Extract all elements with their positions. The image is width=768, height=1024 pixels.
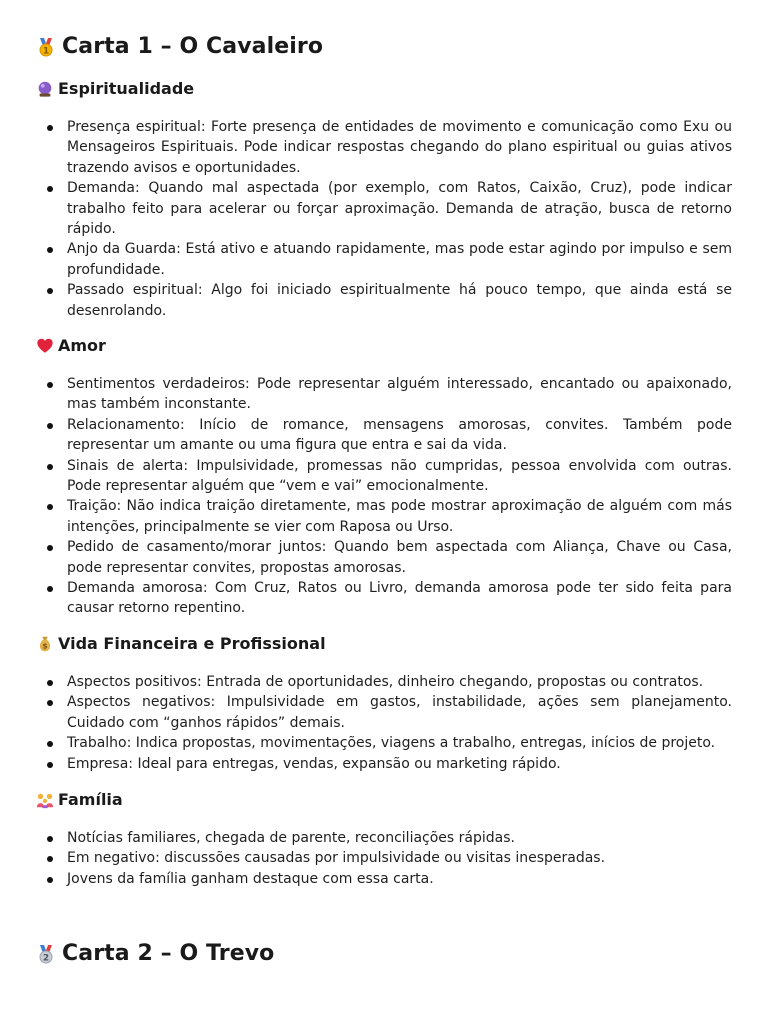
list-item: Traição: Não indica traição diretamente, mas pode mostrar aproximação de alguém com más intenções, principalmente se vier com Raposa ou Urso. — [36, 496, 732, 537]
espiritualidade-list — [36, 117, 732, 321]
list-item: Em negativo: discussões causadas por impulsividade ou visitas inesperadas. — [36, 848, 732, 868]
family-icon — [36, 791, 54, 809]
list-item: Jovens da família ganham destaque com essa carta. — [36, 869, 732, 889]
list-item: Notícias familiares, chegada de parente, reconciliações rápidas. — [36, 828, 732, 848]
svg-text:1: 1 — [42, 46, 50, 56]
list-item: Demanda amorosa: Com Cruz, Ratos ou Livro, demanda amorosa pode ter sido feita para causar retorno repentino. — [36, 578, 732, 619]
card-2-title — [36, 941, 274, 966]
list-item: Demanda: Quando mal aspectada (por exemplo, com Ratos, Caixão, Cruz), pode indicar trabalho feito para acelerar ou forçar aproximação. Demanda de atração, busca de retorno rápido. — [36, 178, 732, 239]
list-item: Anjo da Guarda: Está ativo e atuando rapidamente, mas pode estar agindo por impulso e sem profundidade. — [36, 239, 732, 280]
list-item: Presença espiritual: Forte presença de entidades de movimento e comunicação como Exu ou Mensageiros Espirituais. Pode indicar respostas chegando do plano espiritual ou guias ativos trazendo avisos e oportunidades. — [36, 117, 732, 178]
list-item: Empresa: Ideal para entregas, vendas, expansão ou marketing rápido. — [36, 754, 732, 774]
section-amor-heading — [36, 336, 106, 355]
svg-text:2: 2 — [42, 953, 50, 963]
list-item: Sinais de alerta: Impulsividade, promessas não cumpridas, pessoa envolvida com outras. Pode representar alguém que “vem e vai” emocionalmente. — [36, 456, 732, 497]
list-item: Relacionamento: Início de romance, mensagens amorosas, convites. Também pode representar um amante ou uma figura que entra e sai da vida. — [36, 415, 732, 456]
crystal-ball-icon — [36, 80, 54, 98]
list-item: Sentimentos verdadeiros: Pode representar alguém interessado, encantado ou apaixonado, mas também inconstante. — [36, 374, 732, 415]
card-title-text: Carta 2 – O Trevo — [62, 941, 275, 966]
gold-medal-1-icon — [36, 37, 56, 57]
section-title: Vida Financeira e Profissional — [58, 634, 326, 653]
familia-list — [36, 828, 732, 889]
list-item: Aspectos negativos: Impulsividade em gastos, instabilidade, ações sem planejamento. Cuidado com “ganhos rápidos” demais. — [36, 692, 732, 733]
section-financeira-heading — [36, 634, 326, 653]
red-heart-icon — [36, 337, 54, 355]
list-item: Passado espiritual: Algo foi iniciado espiritualmente há pouco tempo, que ainda está se desenrolando. — [36, 280, 732, 321]
section-title: Amor — [58, 336, 106, 355]
list-item: Aspectos positivos: Entrada de oportunidades, dinheiro chegando, propostas ou contratos. — [36, 672, 732, 692]
section-title: Família — [58, 790, 123, 809]
silver-medal-2-icon — [36, 944, 56, 964]
section-espiritualidade-heading — [36, 79, 194, 98]
svg-text:$: $ — [42, 641, 48, 650]
section-familia-heading — [36, 790, 123, 809]
list-item: Pedido de casamento/morar juntos: Quando bem aspectada com Aliança, Chave ou Casa, pode representar convites, propostas amorosas. — [36, 537, 732, 578]
section-title: Espiritualidade — [58, 79, 195, 98]
card-title-text: Carta 1 – O Cavaleiro — [62, 34, 324, 59]
amor-list — [36, 374, 732, 619]
list-item: Trabalho: Indica propostas, movimentações, viagens a trabalho, entregas, inícios de projeto. — [36, 733, 732, 753]
card-1-title — [36, 34, 323, 59]
money-bag-icon — [36, 635, 54, 653]
financeira-list — [36, 672, 732, 774]
